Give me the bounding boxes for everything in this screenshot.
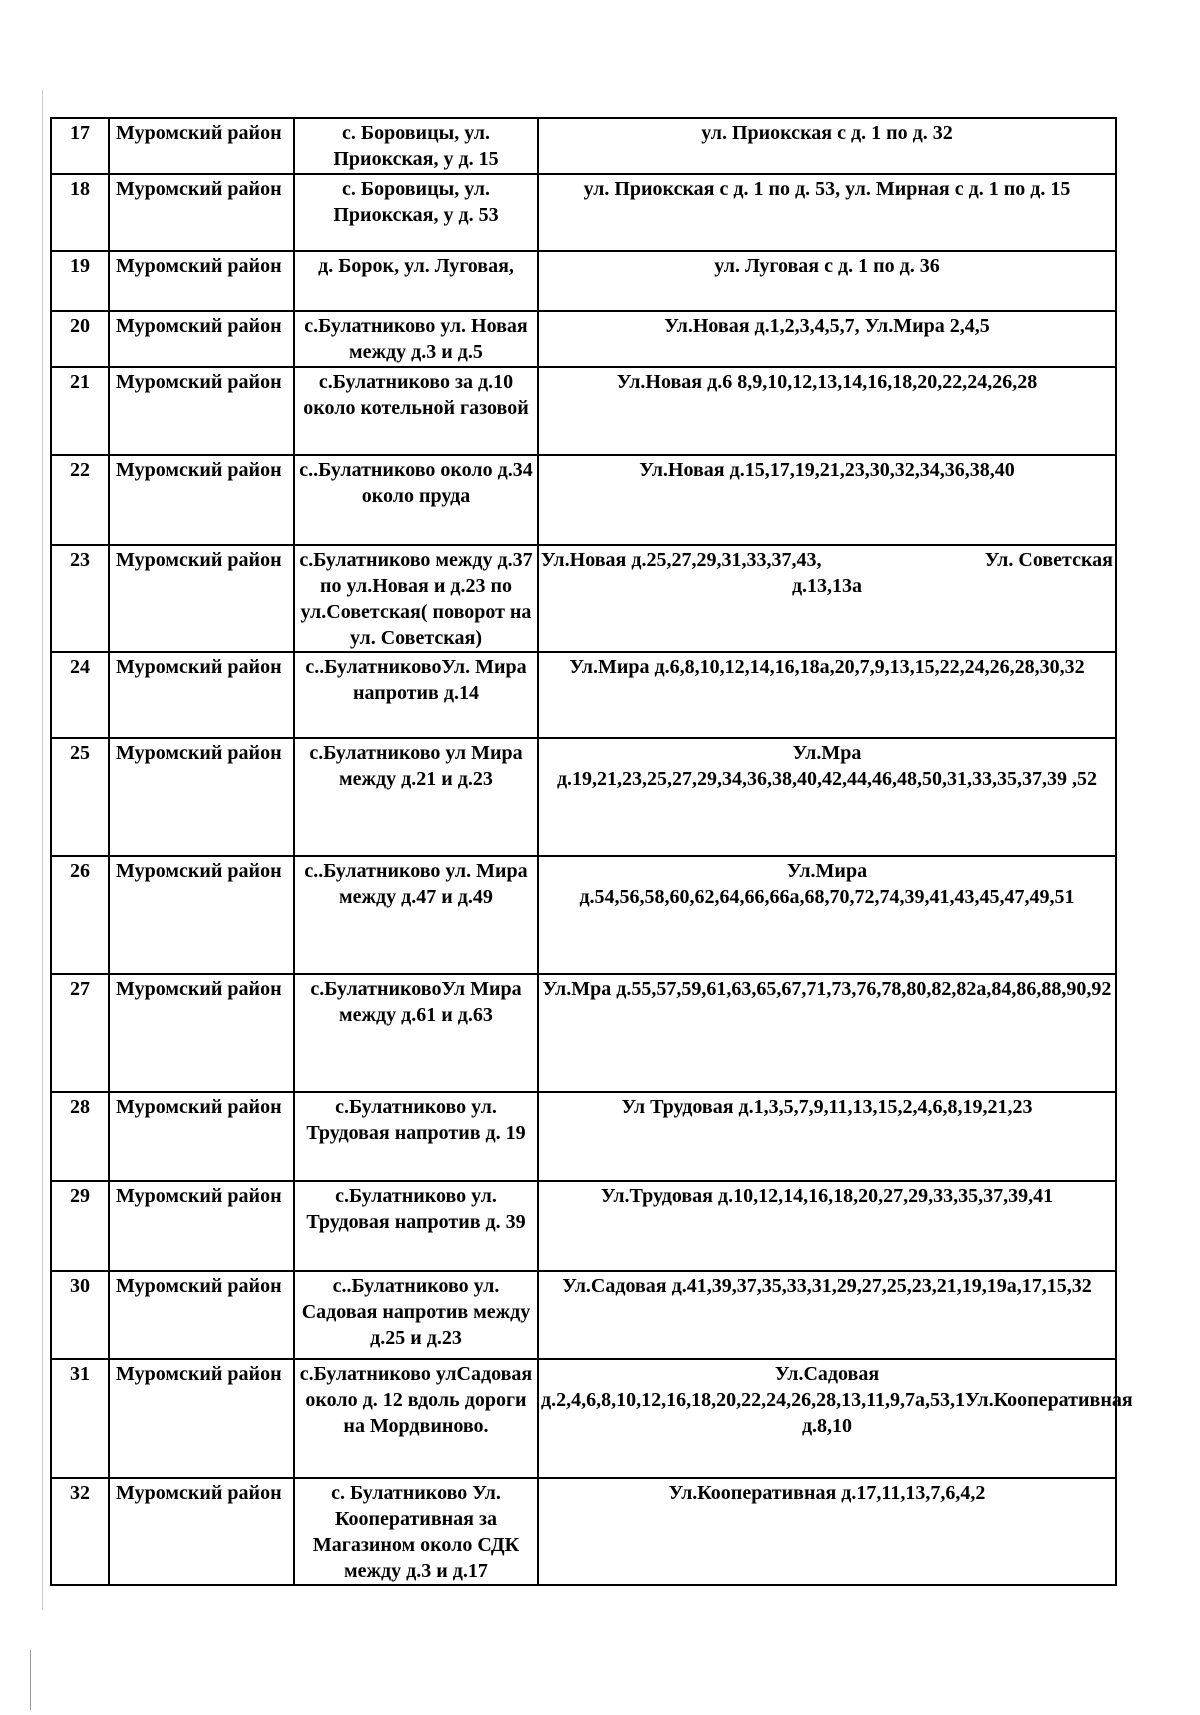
- location-cell: с.Булатниково между д.37 по ул.Новая и д.23 по ул.Советская( поворот на ул. Советская): [294, 545, 538, 652]
- district-cell: Муромский район: [109, 1181, 294, 1271]
- addresses-cell: Ул.Садовая д.41,39,37,35,33,31,29,27,25,23,21,19,19а,17,15,32: [538, 1271, 1116, 1359]
- district-cell: Муромский район: [109, 1271, 294, 1359]
- scan-margin-line: [42, 90, 43, 1610]
- location-cell: с. Боровицы, ул. Приокская, у д. 15: [294, 118, 538, 174]
- row-number: 24: [51, 652, 109, 738]
- addresses-cell: ул. Приокская с д. 1 по д. 32: [538, 118, 1116, 174]
- location-cell: с.Булатниково ул. Трудовая напротив д. 19: [294, 1092, 538, 1181]
- table-row: [51, 1271, 1116, 1359]
- district-cell: Муромский район: [109, 367, 294, 455]
- addresses-cell: ул. Приокская с д. 1 по д. 53, ул. Мирная с д. 1 по д. 15: [538, 174, 1116, 251]
- row-number: 30: [51, 1271, 109, 1359]
- table-row: [51, 367, 1116, 455]
- addresses-cell: Ул Трудовая д.1,3,5,7,9,11,13,15,2,4,6,8,19,21,23: [538, 1092, 1116, 1181]
- location-cell: с.БулатниковоУл Мира между д.61 и д.63: [294, 974, 538, 1092]
- location-cell: с.Булатниково ул. Новая между д.3 и д.5: [294, 311, 538, 367]
- location-cell: д. Борок, ул. Луговая,: [294, 251, 538, 311]
- location-cell: с. Булатниково Ул. Кооперативная за Магазином около СДК между д.3 и д.17: [294, 1478, 538, 1585]
- table-row: [51, 311, 1116, 367]
- row-number: 27: [51, 974, 109, 1092]
- location-cell: с..Булатниково ул. Садовая напротив между д.25 и д.23: [294, 1271, 538, 1359]
- table-row: [51, 652, 1116, 738]
- table-row: [51, 1478, 1116, 1585]
- row-number: 23: [51, 545, 109, 652]
- addresses-cell: Ул.Мира д.54,56,58,60,62,64,66,66а,68,70,72,74,39,41,43,45,47,49,51: [538, 856, 1116, 974]
- addresses-line: д.13,13а: [791, 575, 863, 597]
- addresses-cell: Ул.Кооперативная д.17,11,13,7,6,4,2: [538, 1478, 1116, 1585]
- row-number: 32: [51, 1478, 109, 1585]
- location-cell: с.Булатниково ул. Трудовая напротив д. 39: [294, 1181, 538, 1271]
- table-row: [51, 738, 1116, 856]
- row-number: 31: [51, 1359, 109, 1478]
- addresses-cell: Ул.Мра д.19,21,23,25,27,29,34,36,38,40,42,44,46,48,50,31,33,35,37,39 ,52: [538, 738, 1116, 856]
- district-cell: Муромский район: [109, 652, 294, 738]
- location-cell: с..Булатниково ул. Мира между д.47 и д.49: [294, 856, 538, 974]
- addresses-cell: Ул.Новая д.15,17,19,21,23,30,32,34,36,38,40: [538, 455, 1116, 545]
- table-row: [51, 455, 1116, 545]
- table-row: [51, 1092, 1116, 1181]
- table-row: [51, 174, 1116, 251]
- district-cell: Муромский район: [109, 118, 294, 174]
- district-cell: Муромский район: [109, 1359, 294, 1478]
- table-row: [51, 856, 1116, 974]
- row-number: 29: [51, 1181, 109, 1271]
- addresses-cell: [538, 545, 1116, 652]
- addresses-cell: Ул.Мра д.55,57,59,61,63,65,67,71,73,76,78,80,82,82а,84,86,88,90,92: [538, 974, 1116, 1092]
- table-row: [51, 118, 1116, 174]
- addresses-cell: ул. Луговая с д. 1 по д. 36: [538, 251, 1116, 311]
- addresses-cell: Ул.Трудовая д.10,12,14,16,18,20,27,29,33,35,37,39,41: [538, 1181, 1116, 1271]
- district-cell: Муромский район: [109, 174, 294, 251]
- row-number: 28: [51, 1092, 109, 1181]
- addresses-cell: Ул.Мира д.6,8,10,12,14,16,18а,20,7,9,13,15,22,24,26,28,30,32: [538, 652, 1116, 738]
- addresses-line: [541, 547, 1113, 573]
- table-row: [51, 545, 1116, 652]
- district-cell: Муромский район: [109, 251, 294, 311]
- location-cell: с.Булатниково ул Мира между д.21 и д.23: [294, 738, 538, 856]
- location-cell: с.Булатниково улСадовая около д. 12 вдоль дороги на Мордвиново.: [294, 1359, 538, 1478]
- location-cell: с..Булатниково около д.34 около пруда: [294, 455, 538, 545]
- table-row: [51, 1359, 1116, 1478]
- row-number: 26: [51, 856, 109, 974]
- table-row: [51, 974, 1116, 1092]
- table-row: [51, 251, 1116, 311]
- row-number: 18: [51, 174, 109, 251]
- location-cell: с..БулатниковоУл. Мира напротив д.14: [294, 652, 538, 738]
- addresses-cell: Ул.Новая д.1,2,3,4,5,7, Ул.Мира 2,4,5: [538, 311, 1116, 367]
- addresses-cell: Ул.Новая д.6 8,9,10,12,13,14,16,18,20,22,24,26,28: [538, 367, 1116, 455]
- district-cell: Муромский район: [109, 311, 294, 367]
- location-cell: с.Булатниково за д.10 около котельной газовой: [294, 367, 538, 455]
- row-number: 19: [51, 251, 109, 311]
- location-cell: с. Боровицы, ул. Приокская, у д. 53: [294, 174, 538, 251]
- row-number: 22: [51, 455, 109, 545]
- district-cell: Муромский район: [109, 856, 294, 974]
- row-number: 25: [51, 738, 109, 856]
- district-cell: Муромский район: [109, 1478, 294, 1585]
- district-cell: Муромский район: [109, 1092, 294, 1181]
- district-cell: Муромский район: [109, 455, 294, 545]
- row-number: 17: [51, 118, 109, 174]
- addresses-cell: Ул.Садовая д.2,4,6,8,10,12,16,18,20,22,24,26,28,13,11,9,7а,53,1Ул.Кооперативная д.8,10: [538, 1359, 1116, 1478]
- table-row: [51, 1181, 1116, 1271]
- addresses-part: Ул. Советская: [984, 549, 1113, 571]
- row-number: 21: [51, 367, 109, 455]
- address-table: [50, 117, 1133, 1586]
- scan-margin-line: [30, 1650, 31, 1710]
- district-cell: Муромский район: [109, 545, 294, 652]
- district-cell: Муромский район: [109, 738, 294, 856]
- row-number: 20: [51, 311, 109, 367]
- addresses-part: Ул.Новая д.25,27,29,31,33,37,43,: [541, 549, 822, 571]
- district-cell: Муромский район: [109, 974, 294, 1092]
